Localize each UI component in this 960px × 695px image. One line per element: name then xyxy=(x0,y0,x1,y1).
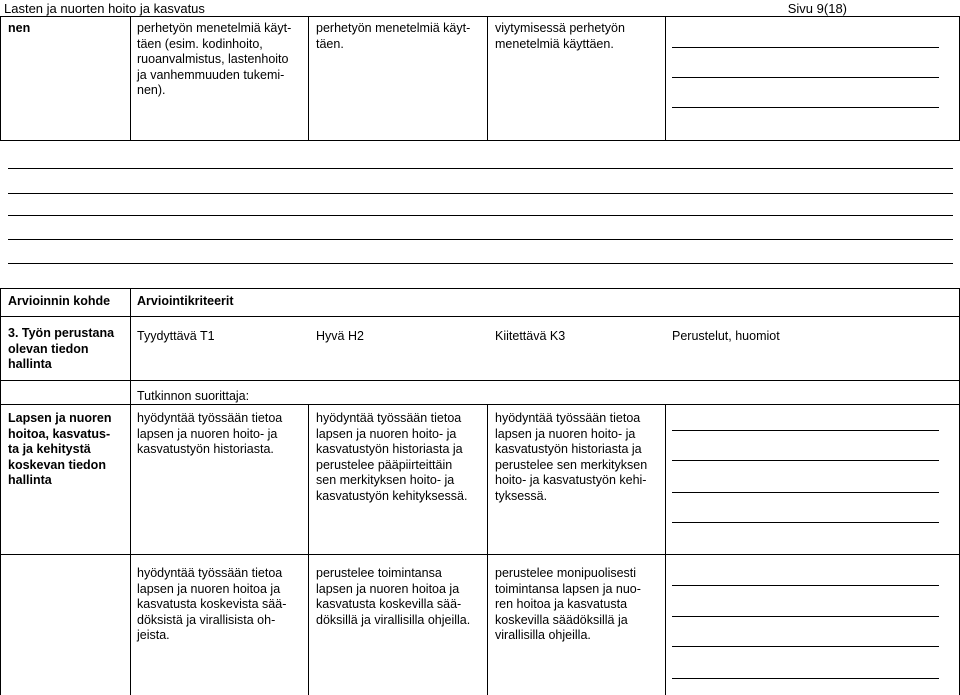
table-border xyxy=(487,404,488,695)
notes-line[interactable] xyxy=(672,460,939,461)
table-border xyxy=(0,316,960,317)
notes-line[interactable] xyxy=(8,193,953,194)
document-title: Lasten ja nuorten hoito ja kasvatus xyxy=(4,1,205,16)
notes-line[interactable] xyxy=(672,678,939,679)
table-border xyxy=(0,554,960,555)
criteria-k3-text: perustelee monipuolisesti toimintansa lapsen ja nuo- ren hoitoa ja kasvatusta koskevilla säädöksillä ja virallisilla ohjeilla. xyxy=(495,566,641,642)
table-border xyxy=(0,380,960,381)
notes-line[interactable] xyxy=(672,77,939,78)
notes-line[interactable] xyxy=(672,646,939,647)
criteria-h2-text: perhetyön menetelmiä käyt- täen. xyxy=(316,21,471,51)
table-border xyxy=(487,16,488,141)
notes-line[interactable] xyxy=(672,616,939,617)
notes-line[interactable] xyxy=(672,430,939,431)
performer-label: Tutkinnon suorittaja: xyxy=(137,389,250,403)
criteria-h2-text: hyödyntää työssään tietoa lapsen ja nuoren hoito- ja kasvatustyön historiasta ja perustelee pääpiirteittäin sen merkityksen hoito- ja kasvatustyön kehityksessä. xyxy=(316,411,468,503)
grade-h2-heading: Hyvä H2 xyxy=(316,329,364,343)
notes-line[interactable] xyxy=(672,47,939,48)
table-border xyxy=(665,404,666,695)
row-label: Lapsen ja nuoren hoitoa, kasvatus- ta ja kehitystä koskevan tiedon hallinta xyxy=(8,411,112,487)
grade-k3-heading: Kiitettävä K3 xyxy=(495,329,566,343)
column-header-kohde: Arvioinnin kohde xyxy=(8,294,111,308)
table-border xyxy=(0,288,1,695)
page-number: Sivu 9(18) xyxy=(787,1,847,16)
criteria-k3-text: hyödyntää työssään tietoa lapsen ja nuoren hoito- ja kasvatustyön historiasta ja perustelee sen merkityksen hoito- ja kasvatustyön kehi- tyksessä. xyxy=(495,411,648,503)
section-title: 3. Työn perustana olevan tiedon hallinta xyxy=(8,326,115,371)
notes-line[interactable] xyxy=(8,168,953,169)
criteria-k3-text: viytymisessä perhetyön menetelmiä käyttäen. xyxy=(495,21,625,51)
column-header-kriteerit: Arviointikriteerit xyxy=(137,294,234,308)
header-rule xyxy=(0,16,960,17)
criteria-t1-text: perhetyön menetelmiä käyt- täen (esim. kodinhoito, ruoanvalmistus, lastenhoito ja vanhemmuuden tukemi- nen). xyxy=(137,21,292,97)
row-label-continued: nen xyxy=(8,21,31,35)
table-border xyxy=(0,140,960,141)
table-border xyxy=(0,16,1,141)
notes-line[interactable] xyxy=(672,585,939,586)
notes-heading: Perustelut, huomiot xyxy=(672,329,780,343)
table-border xyxy=(665,16,666,141)
table-border xyxy=(130,16,131,141)
notes-line[interactable] xyxy=(672,492,939,493)
criteria-h2-text: perustelee toimintansa lapsen ja nuoren hoitoa ja kasvatusta koskevilla sää- döksillä ja virallisilla ohjeilla. xyxy=(316,566,471,627)
notes-line[interactable] xyxy=(8,239,953,240)
criteria-t1-text: hyödyntää työssään tietoa lapsen ja nuoren hoito- ja kasvatustyön historiasta. xyxy=(137,411,283,456)
notes-line[interactable] xyxy=(672,107,939,108)
criteria-t1-text: hyödyntää työssään tietoa lapsen ja nuoren hoitoa ja kasvatusta koskevista sää- döksistä ja virallisista oh- jeista. xyxy=(137,566,287,642)
grade-t1-heading: Tyydyttävä T1 xyxy=(137,329,215,343)
notes-line[interactable] xyxy=(672,522,939,523)
table-border xyxy=(0,404,960,405)
table-border xyxy=(0,288,960,289)
table-border xyxy=(308,404,309,695)
notes-line[interactable] xyxy=(8,215,953,216)
table-border xyxy=(308,16,309,141)
notes-line[interactable] xyxy=(8,263,953,264)
table-border xyxy=(130,288,131,695)
